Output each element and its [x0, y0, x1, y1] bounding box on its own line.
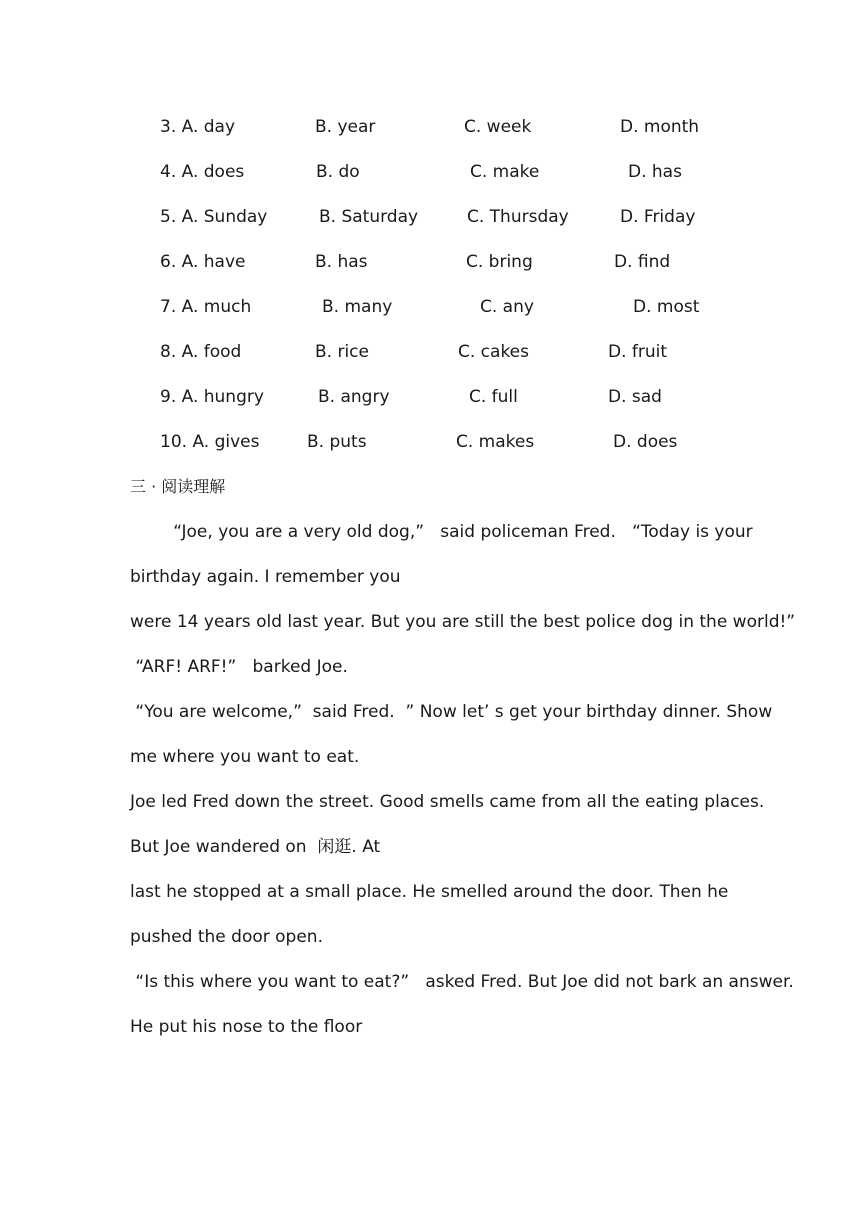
option-c: C. make [470, 162, 540, 182]
question-row-3 [0, 112, 860, 142]
option-b: B. Saturday [319, 207, 419, 227]
passage-line: Joe led Fred down the street. Good smells came from all the eating places. [130, 792, 765, 812]
passage-line: were 14 years old last year. But you are still the best police dog in the world!” [130, 612, 796, 632]
option-d: D. sad [608, 387, 662, 407]
option-a: 4. A. does [160, 162, 245, 182]
passage-line: But Joe wandered on 闲逛. At [130, 837, 381, 857]
question-row-9 [0, 382, 860, 412]
option-b: B. year [315, 117, 376, 137]
section-title: 三 · 阅读理解 [130, 477, 226, 496]
option-b: B. puts [307, 432, 367, 452]
option-d: D. month [620, 117, 700, 137]
option-c: C. any [480, 297, 534, 317]
question-row-10 [0, 427, 860, 457]
option-d: D. has [628, 162, 682, 182]
question-row-4 [0, 157, 860, 187]
option-b: B. many [322, 297, 393, 317]
passage-line: last he stopped at a small place. He smelled around the door. Then he [130, 882, 729, 902]
passage-line: “ARF! ARF!” barked Joe. [130, 657, 348, 677]
option-c: C. full [469, 387, 518, 407]
passage-line: birthday again. I remember you [130, 567, 401, 587]
option-a: 9. A. hungry [160, 387, 264, 407]
option-c: C. cakes [458, 342, 529, 362]
passage-line: me where you want to eat. [130, 747, 360, 767]
question-row-8 [0, 337, 860, 367]
passage-line: “Is this where you want to eat?” asked Fred. But Joe did not bark an answer. [130, 972, 794, 992]
option-b: B. do [316, 162, 360, 182]
question-row-5 [0, 202, 860, 232]
option-c: C. makes [456, 432, 535, 452]
option-c: C. bring [466, 252, 533, 272]
passage-line: “You are welcome,” said Fred. ” Now let’ s get your birthday dinner. Show [130, 702, 773, 722]
option-c: C. Thursday [467, 207, 569, 227]
option-b: B. has [315, 252, 368, 272]
option-d: D. does [613, 432, 678, 452]
option-a: 10. A. gives [160, 432, 260, 452]
question-row-6 [0, 247, 860, 277]
option-d: D. Friday [620, 207, 696, 227]
passage-line: He put his nose to the floor [130, 1017, 363, 1037]
option-a: 8. A. food [160, 342, 242, 362]
option-b: B. angry [318, 387, 390, 407]
option-c: C. week [464, 117, 532, 137]
option-d: D. find [614, 252, 671, 272]
option-d: D. fruit [608, 342, 668, 362]
option-b: B. rice [315, 342, 369, 362]
option-a: 3. A. day [160, 117, 236, 137]
option-a: 6. A. have [160, 252, 246, 272]
passage-line: pushed the door open. [130, 927, 323, 947]
option-d: D. most [633, 297, 700, 317]
option-a: 7. A. much [160, 297, 252, 317]
option-a: 5. A. Sunday [160, 207, 268, 227]
question-row-7 [0, 292, 860, 322]
passage-line: “Joe, you are a very old dog,” said policeman Fred. “Today is your [130, 522, 753, 542]
